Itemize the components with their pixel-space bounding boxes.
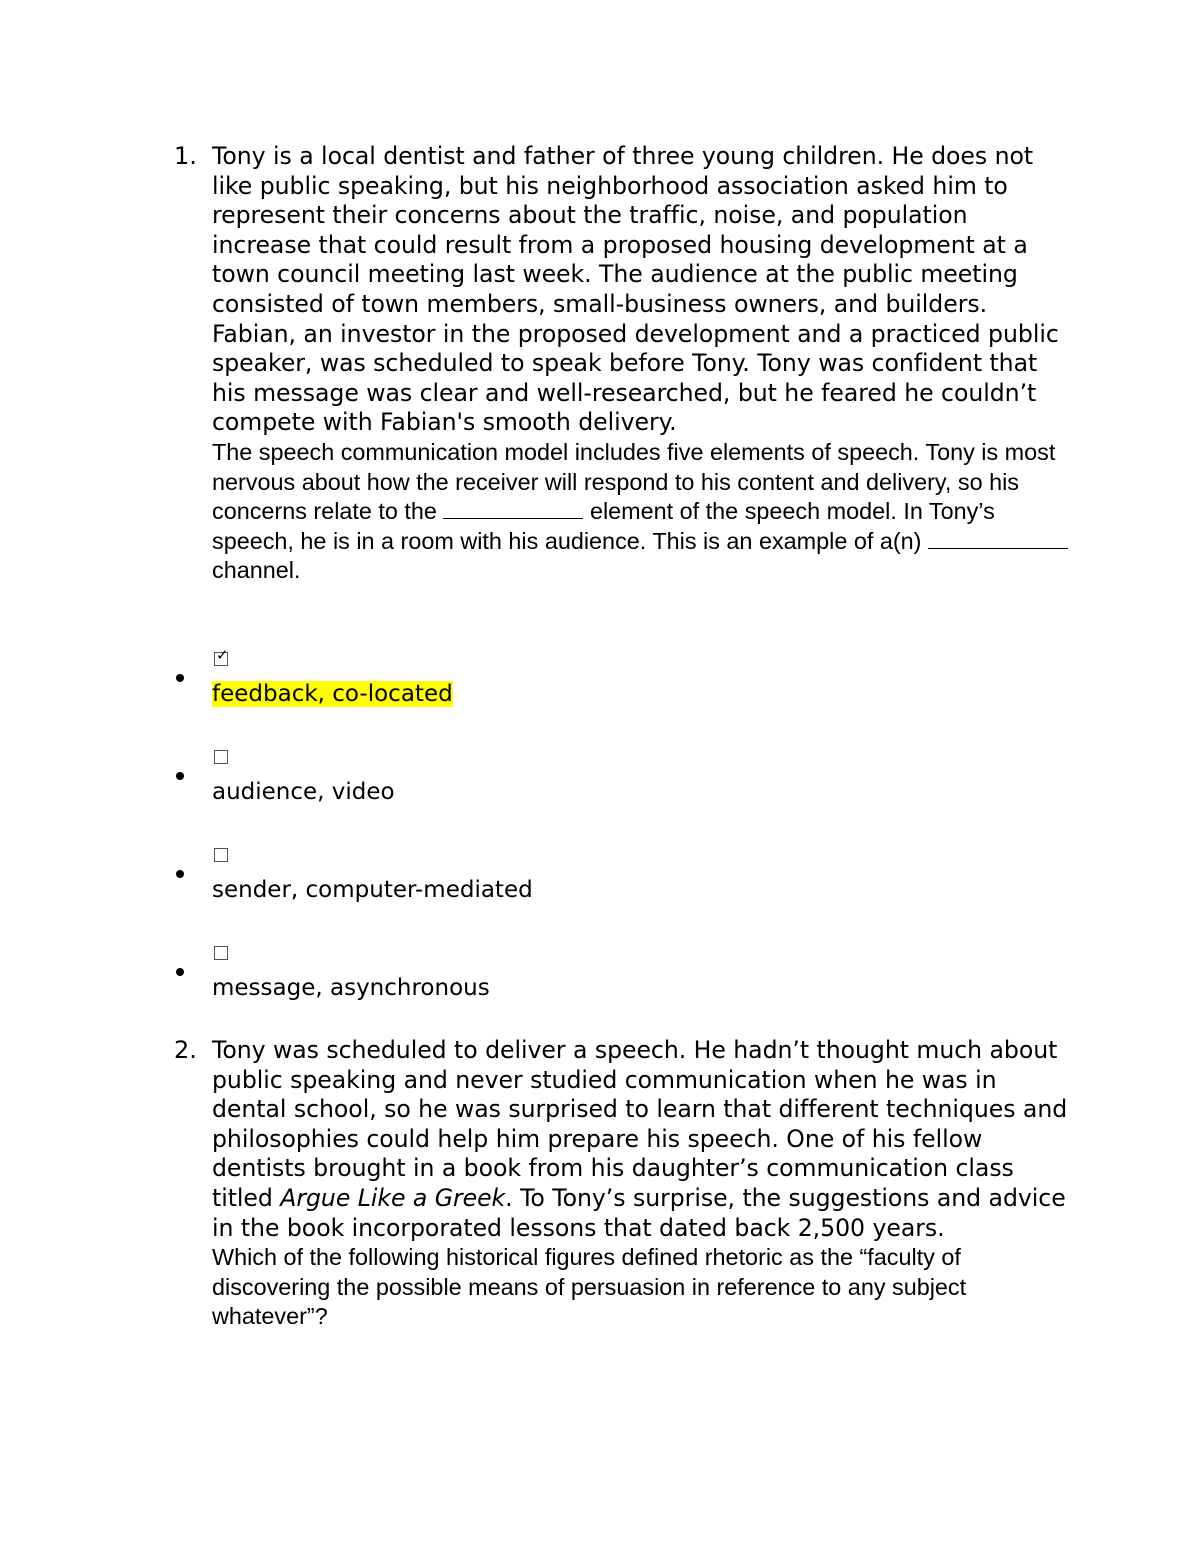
fill-in-blank-1 — [443, 498, 583, 519]
highlighted-answer: feedback, co-located — [212, 681, 453, 707]
bullet-icon — [176, 772, 184, 780]
stem-text-b: . To Tony’s surprise, the suggestions and advice in the book incorporated lessons that dated back 2,500 years. — [212, 1183, 1066, 1242]
answer-option[interactable] — [0, 848, 1200, 928]
checkmark-icon: ✓ — [216, 646, 229, 664]
checkbox-checked[interactable] — [214, 646, 229, 666]
prompt-text-c: channel. — [212, 557, 301, 584]
answer-option[interactable] — [0, 750, 1200, 830]
answer-option-label[interactable]: sender, computer-mediated — [212, 877, 533, 903]
bullet-icon — [176, 674, 184, 682]
question-number: 2. — [174, 1036, 197, 1064]
prompt-text-a: The speech communication model includes five elements of speech. Tony is most nervous about how the receiver will respond to his content and delivery, so his concerns relate to the — [212, 438, 1056, 525]
answer-option[interactable] — [0, 646, 1200, 732]
question-stem — [212, 1036, 1072, 1243]
checkbox-unchecked[interactable] — [214, 848, 228, 862]
fill-in-blank-2 — [928, 528, 1068, 549]
book-title: Argue Like a Greek — [280, 1183, 506, 1212]
question-body — [212, 1036, 1072, 1332]
question-prompt — [212, 438, 1072, 586]
stem-text-a: Tony was scheduled to deliver a speech. He hadn’t thought much about public speaking and never studied communication when he was in dental school, so he was surprised to learn that different techniques and philosophies could help him prepare his speech. One of his fellow dentists brought in a book from his daughter’s communication class titled — [212, 1036, 1068, 1212]
bullet-icon — [176, 870, 184, 878]
answer-option-label[interactable]: message, asynchronous — [212, 975, 490, 1001]
checkbox-unchecked[interactable] — [214, 946, 228, 960]
prompt-text-b: element of the speech model. In Tony’s speech, he is in a room with his audience. This is an example of a(n) — [212, 498, 995, 554]
question-stem-paragraph-2: Fabian, an investor in the proposed development and a practiced public speaker, was scheduled to speak before Tony. Tony was confident that his message was clear and well-researched, but he feared he couldn’t compete with Fabian's smooth delivery. — [212, 319, 1059, 437]
question-number: 1. — [174, 142, 197, 170]
question-stem-paragraph-1: Tony is a local dentist and father of three young children. He does not like public speaking, but his neighborhood association asked him to represent their concerns about the traffic, noise, and population increase that could result from a proposed housing development at a town council meeting last week. The audience at the public meeting consisted of town members, small-business owners, and builders. — [212, 142, 1034, 318]
answer-option[interactable] — [0, 946, 1200, 1026]
question-body — [212, 142, 1072, 586]
checkbox-unchecked[interactable] — [214, 750, 228, 764]
question-prompt: Which of the following historical figures defined rhetoric as the “faculty of discovering the possible means of persuasion in reference to any subject whatever”? — [212, 1244, 967, 1330]
answer-option-label[interactable]: audience, video — [212, 779, 395, 805]
bullet-icon — [176, 968, 184, 976]
answer-option-label[interactable] — [212, 680, 453, 708]
